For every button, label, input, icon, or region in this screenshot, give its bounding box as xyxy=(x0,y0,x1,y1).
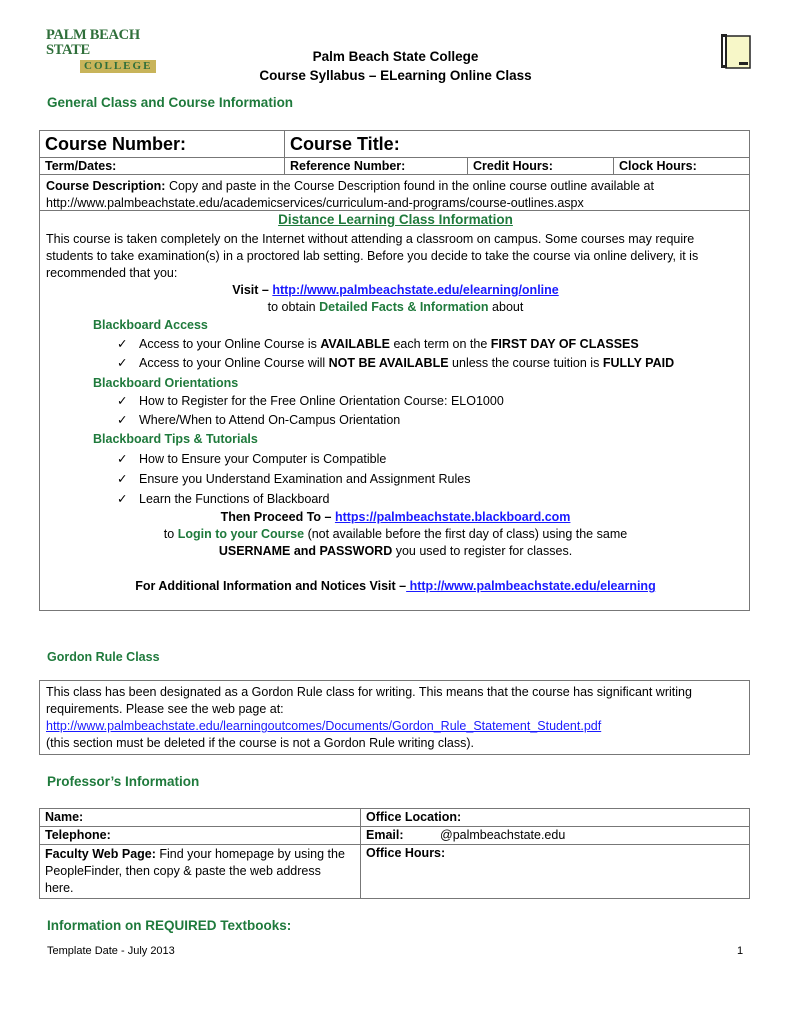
dl-line3: recommended that you: xyxy=(46,266,178,280)
page-number: 1 xyxy=(737,945,744,957)
doc-title-syllabus: Course Syllabus – ELearning Online Class xyxy=(259,68,532,83)
email-domain: @palmbeachstate.edu xyxy=(440,828,566,842)
obtain-green: Detailed Facts & Information xyxy=(319,300,489,314)
course-number-label: Course Number: xyxy=(40,131,285,158)
doc-title-college: Palm Beach State College xyxy=(312,49,479,64)
template-date: Template Date - July 2013 xyxy=(47,945,175,957)
course-description-text: Copy and paste in the Course Description found in the online course outline available at xyxy=(165,179,654,193)
visit-line xyxy=(0,283,791,297)
gordon-rule-link[interactable]: http://www.palmbeachstate.edu/learningoutcomes/Documents/Gordon_Rule_Statement_Student.pdf xyxy=(46,719,602,733)
visit-label: Visit – xyxy=(232,283,273,297)
course-title-label: Course Title: xyxy=(285,131,750,158)
office-hours-label: Office Hours: xyxy=(361,845,750,899)
tips-item: ✓ Learn the Functions of Blackboard xyxy=(117,489,470,509)
orientation-item: ✓ Where/When to Attend On-Campus Orientation xyxy=(117,411,504,430)
check-icon: ✓ xyxy=(117,356,128,370)
orientation-list xyxy=(117,392,504,430)
blackboard-link[interactable]: https://palmbeachstate.blackboard.com xyxy=(334,510,571,524)
professor-table xyxy=(39,808,750,899)
obtain-post: about xyxy=(488,300,524,314)
check-icon: ✓ xyxy=(117,413,128,427)
login-line: to Login to your Course (not available before the first day of class) using the same xyxy=(163,527,628,541)
general-heading: General Class and Course Information xyxy=(47,95,294,110)
telephone-label: Telephone: xyxy=(40,827,361,845)
obtain-line xyxy=(0,300,791,314)
gordon-rule-heading: Gordon Rule Class xyxy=(47,650,160,664)
gordon-line1: This class has been designated as a Gordon Rule class for writing. This means that the course has significant writing xyxy=(46,685,692,699)
additional-info-line xyxy=(0,579,791,593)
tips-item: ✓ How to Ensure your Computer is Compatible xyxy=(117,449,470,469)
dl-line1: This course is taken completely on the Internet without attending a classroom on campus. Some courses may require xyxy=(46,232,695,246)
clock-hours-label: Clock Hours: xyxy=(614,158,750,175)
blackboard-access-heading: Blackboard Access xyxy=(93,318,208,332)
reference-number-label: Reference Number: xyxy=(285,158,468,175)
orientation-item: ✓ How to Register for the Free Online Orientation Course: ELO1000 xyxy=(117,392,504,411)
proceed-line xyxy=(0,510,791,524)
distance-learning-paragraph xyxy=(46,231,698,282)
elearning-online-link[interactable]: http://www.palmbeachstate.edu/elearning/online xyxy=(272,283,559,297)
logo-line1: PALM BEACH STATE xyxy=(46,27,140,58)
gordon-line3: (this section must be deleted if the course is not a Gordon Rule writing class). xyxy=(46,736,474,750)
divider xyxy=(39,210,750,211)
access-item: ✓ Access to your Online Course is AVAILABLE each term on the FIRST DAY OF CLASSES xyxy=(117,335,674,354)
check-icon: ✓ xyxy=(117,492,128,506)
faculty-web-page-cell: Faculty Web Page: Find your homepage by using the PeopleFinder, then copy & paste the web address here. xyxy=(40,845,361,899)
dl-line2: students to take examination(s) in a proctored lab setting. Before you decide to take the course via online delivery, it is xyxy=(46,249,699,263)
check-icon: ✓ xyxy=(117,394,128,408)
logo-line2: COLLEGE xyxy=(80,60,156,73)
email-label: Email: xyxy=(366,828,404,842)
term-dates-label: Term/Dates: xyxy=(40,158,285,175)
access-list xyxy=(117,335,674,373)
tips-item: ✓ Ensure you Understand Examination and Assignment Rules xyxy=(117,469,470,489)
distance-learning-heading[interactable]: Distance Learning Class Information xyxy=(278,212,513,227)
blackboard-tips-heading: Blackboard Tips & Tutorials xyxy=(93,432,258,446)
course-outlines-url[interactable]: http://www.palmbeachstate.edu/academicservices/curriculum-and-programs/course-outlines.aspx xyxy=(46,196,584,210)
credit-hours-label: Credit Hours: xyxy=(468,158,614,175)
credentials-line: USERNAME and PASSWORD you used to register for classes. xyxy=(218,544,573,558)
gordon-rule-box xyxy=(39,680,750,755)
additional-info-label: For Additional Information and Notices Visit – xyxy=(135,579,407,593)
name-label: Name: xyxy=(40,809,361,827)
course-description-label: Course Description: xyxy=(46,179,166,193)
textbooks-heading: Information on REQUIRED Textbooks: xyxy=(47,918,292,933)
login-green: Login to your Course xyxy=(177,527,305,541)
elearning-link[interactable]: http://www.palmbeachstate.edu/elearning xyxy=(406,579,656,593)
tips-list xyxy=(117,449,470,509)
gordon-line2: requirements. Please see the web page at: xyxy=(46,702,284,716)
check-icon: ✓ xyxy=(117,472,128,486)
blackboard-orientations-heading: Blackboard Orientations xyxy=(93,376,239,390)
check-icon: ✓ xyxy=(117,337,128,351)
check-icon: ✓ xyxy=(117,452,128,466)
obtain-pre: to obtain xyxy=(267,300,320,314)
course-description xyxy=(46,178,654,212)
office-location-label: Office Location: xyxy=(361,809,750,827)
professor-heading: Professor’s Information xyxy=(47,774,200,789)
proceed-label: Then Proceed To – xyxy=(220,510,335,524)
access-item: ✓ Access to your Online Course will NOT BE AVAILABLE unless the course tuition is FULLY PAID xyxy=(117,354,674,373)
